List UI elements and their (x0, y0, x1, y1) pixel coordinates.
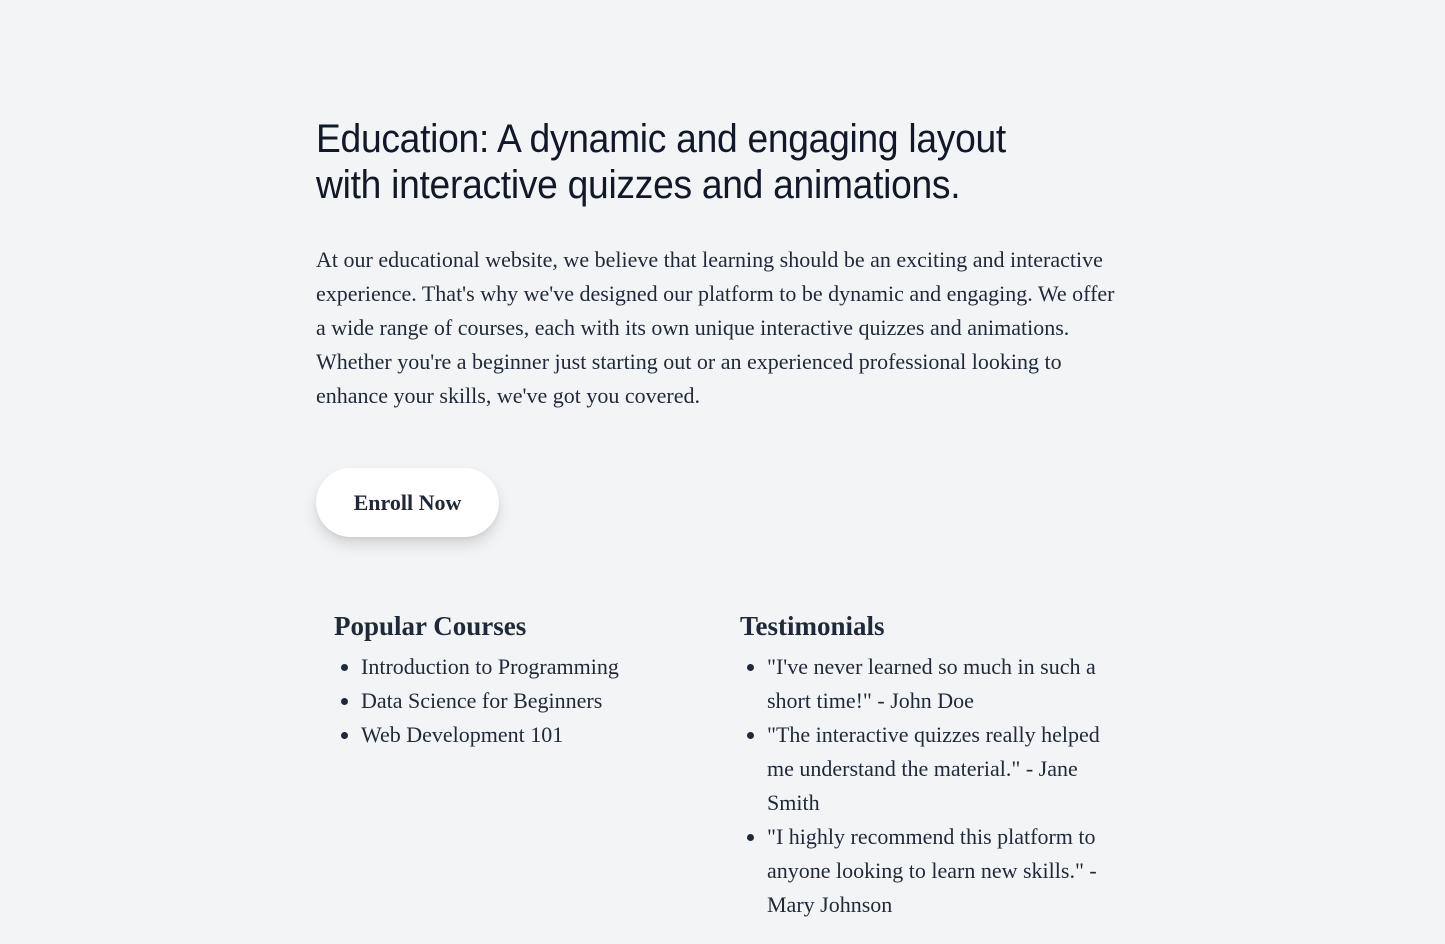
course-item: • Introduction to Programming (361, 650, 704, 684)
course-item: • Web Development 101 (361, 718, 704, 752)
courses-list (334, 650, 704, 752)
course-item: • Data Science for Beginners (361, 684, 704, 718)
testimonial-item: • "I've never learned so much in such a short time!" - John Doe (767, 650, 1120, 718)
testimonial-item: • "I highly recommend this platform to anyone looking to learn new skills." - Mary Johnson (767, 820, 1120, 922)
testimonial-item: • "The interactive quizzes really helped me understand the material." - Jane Smith (767, 718, 1120, 820)
testimonials-list (740, 650, 1120, 922)
page-title: Education: A dynamic and engaging layout with interactive quizzes and animations. (316, 117, 1006, 207)
popular-courses-heading: Popular Courses (334, 611, 527, 641)
testimonials-heading: Testimonials (740, 611, 885, 641)
enroll-now-button[interactable]: Enroll Now (316, 468, 499, 537)
popular-courses-section (334, 606, 704, 752)
intro-paragraph: At our educational website, we believe that learning should be an exciting and interactive experience. That's why we've designed our platform to be dynamic and engaging. We offer a wide range of courses, each with its own unique interactive quizzes and animations. Whether you're a beginner just starting out or an experienced professional looking to enhance your skills, we've got you covered. (316, 247, 1115, 408)
testimonials-section (740, 606, 1120, 922)
